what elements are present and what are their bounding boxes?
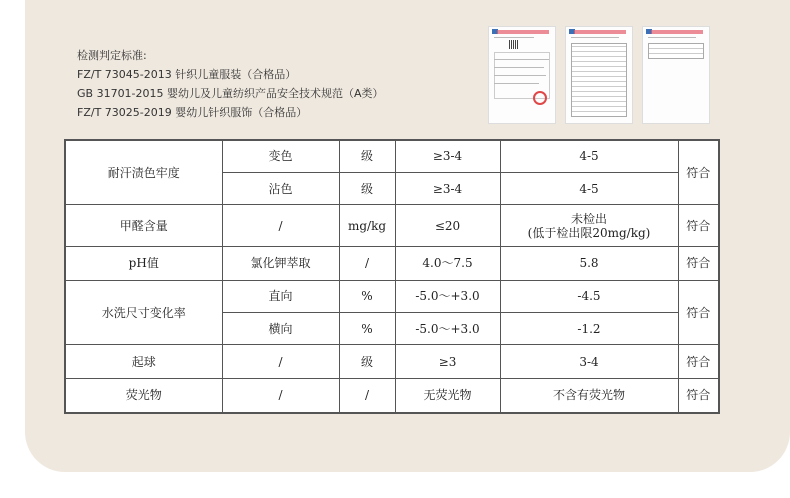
table-row [65,247,719,280]
verdict-cell: 符合 [678,140,719,205]
item-cell: 荧光物 [65,378,222,413]
report-thumbnail-1[interactable] [488,26,556,124]
unit-cell: 级 [339,140,395,172]
verdict-cell: 符合 [678,378,719,413]
sub-item-cell: 变色 [222,140,339,172]
item-cell: 起球 [65,345,222,378]
sub-item-cell: 氯化钾萃取 [222,247,339,280]
unit-cell: 级 [339,345,395,378]
table-row [65,205,719,247]
result-cell: 4-5 [500,140,678,172]
unit-cell: / [339,247,395,280]
standard-cell: 4.0～7.5 [395,247,500,280]
standard-cell: -5.0～+3.0 [395,313,500,345]
table-row [65,140,719,172]
standards-block [77,46,384,122]
standard-cell: ≥3-4 [395,140,500,172]
verdict-cell: 符合 [678,205,719,247]
result-cell: -1.2 [500,313,678,345]
sub-item-cell: / [222,345,339,378]
red-stamp-icon [533,91,547,105]
report-thumbnail-2[interactable] [565,26,633,124]
result-cell: 3-4 [500,345,678,378]
result-cell: 4-5 [500,172,678,204]
unit-cell: mg/kg [339,205,395,247]
sub-item-cell: / [222,378,339,413]
result-line-2: (低于检出限20mg/kg) [527,225,651,240]
unit-cell: % [339,313,395,345]
unit-cell: / [339,378,395,413]
unit-cell: 级 [339,172,395,204]
qr-code-icon [509,40,518,49]
sub-item-cell: 沾色 [222,172,339,204]
standard-cell: ≥3 [395,345,500,378]
sub-item-cell: / [222,205,339,247]
report-thumbnail-3[interactable] [642,26,710,124]
standards-heading: 检测判定标准: [77,49,147,62]
standard-cell: ≥3-4 [395,172,500,204]
unit-cell: % [339,280,395,312]
result-cell: -4.5 [500,280,678,312]
standard-cell: ≤20 [395,205,500,247]
table-row [65,378,719,413]
sub-item-cell: 横向 [222,313,339,345]
item-cell: 水洗尺寸变化率 [65,280,222,345]
table-row [65,280,719,312]
table-row [65,345,719,378]
standard-cell: 无荧光物 [395,378,500,413]
result-cell: 不含有荧光物 [500,378,678,413]
standard-line-2: GB 31701-2015 婴幼儿及儿童纺织产品安全技术规范（A类） [77,87,384,100]
standard-cell: -5.0～+3.0 [395,280,500,312]
result-cell [500,205,678,247]
sub-item-cell: 直向 [222,280,339,312]
item-cell: pH值 [65,247,222,280]
verdict-cell: 符合 [678,345,719,378]
test-results-table [64,139,720,414]
result-cell: 5.8 [500,247,678,280]
standard-line-3: FZ/T 73025-2019 婴幼儿针织服饰（合格品） [77,106,308,119]
item-cell: 甲醛含量 [65,205,222,247]
verdict-cell: 符合 [678,247,719,280]
result-line-1: 未检出 [570,211,607,226]
verdict-cell: 符合 [678,280,719,345]
item-cell: 耐汗渍色牢度 [65,140,222,205]
standard-line-1: FZ/T 73045-2013 针织儿童服装（合格品） [77,68,297,81]
